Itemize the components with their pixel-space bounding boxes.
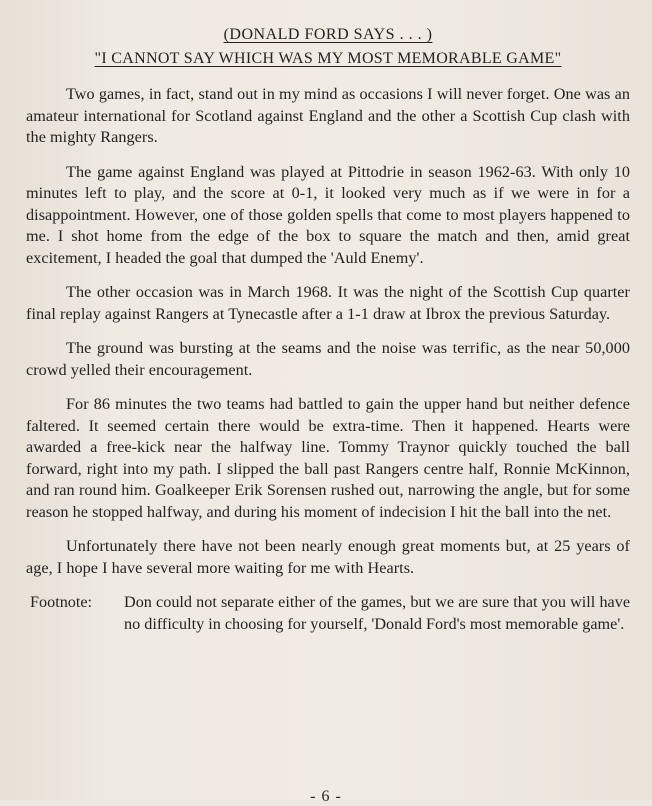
paragraph-6: Unfortunately there have not been nearly enough great moments but, at 25 years of age, I hope I have several more waiting for me with Hearts.	[26, 537, 630, 577]
paragraph-5: For 86 minutes the two teams had battled to gain the upper hand but neither defence faltered. It seemed certain there would be extra-time. Then it happened. Hearts were awarded a free-kick near the halfway line. Tommy Traynor quickly touched the ball forward, right into my path. I slipped the ball past Rangers centre half, Ronnie McKinnon, and ran round him. Goalkeeper Erik Sorensen rushed out, narrowing the angle, but for some reason he stopped halfway, and during his moment of indecision I hit the ball into the net.	[26, 395, 630, 521]
footnote-label: Footnote:	[30, 593, 93, 611]
page-number: - 6 -	[310, 788, 342, 805]
article-title: "I CANNOT SAY WHICH WAS MY MOST MEMORABLE GAME"	[94, 50, 562, 67]
article-header	[26, 26, 630, 68]
paragraph-4: The ground was bursting at the seams and the noise was terrific, as the near 50,000 crowd yelled their encouragement.	[26, 339, 630, 379]
footnote	[26, 592, 630, 635]
paragraph-2: The game against England was played at Pittodrie in season 1962-63. With only 10 minutes left to play, and the score at 0-1, it looked very much as if we were in for a disappointment. However, one of those golden spells that come to most players happened to me. I shot home from the edge of the box to square the match and then, amid great excitement, I headed the goal that dumped the 'Auld Enemy'.	[26, 162, 630, 267]
paragraph-3: The other occasion was in March 1968. It was the night of the Scottish Cup quarter final replay against Rangers at Tynecastle after a 1-1 draw at Ibrox the previous Saturday.	[26, 283, 630, 323]
article-byline: (DONALD FORD SAYS . . . )	[223, 26, 433, 43]
footnote-text: Don could not separate either of the games, but we are sure that you will have no difficulty in choosing for yourself, 'Donald Ford's most memorable game'.	[124, 593, 630, 633]
paragraph-1: Two games, in fact, stand out in my mind as occasions I will never forget. One was an amateur international for Scotland against England and the other a Scottish Cup clash with the mighty Rangers.	[26, 85, 630, 146]
